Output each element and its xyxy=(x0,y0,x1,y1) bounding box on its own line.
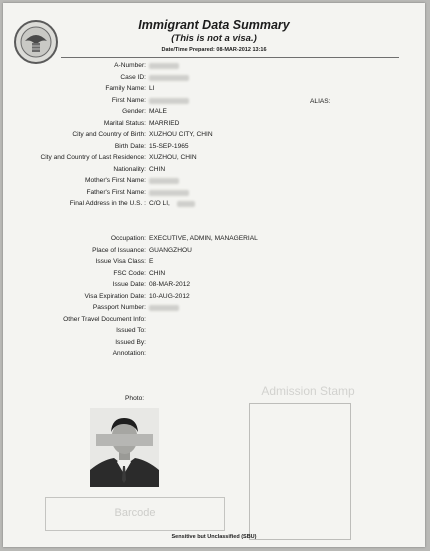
field-row xyxy=(3,269,166,279)
field-value: XUZHOU, CHIN xyxy=(149,154,197,161)
redacted-value xyxy=(177,201,195,207)
field-label: Mother's First Name: xyxy=(85,177,146,184)
field-value: 08-MAR-2012 xyxy=(149,281,191,288)
field-row xyxy=(3,199,170,209)
field-label: City and Country of Birth: xyxy=(72,131,146,138)
barcode-label: Barcode xyxy=(114,507,156,519)
field-label: Issued To: xyxy=(116,327,146,334)
admission-stamp-box xyxy=(249,403,351,540)
redacted-value xyxy=(149,75,189,81)
field-label: Annotation: xyxy=(112,350,146,357)
redacted-value xyxy=(149,178,179,184)
field-value: CHIN xyxy=(149,269,166,277)
field-row xyxy=(3,61,146,71)
header-divider xyxy=(61,57,399,58)
field-label: Place of Issuance: xyxy=(92,246,146,254)
field-row xyxy=(3,73,146,83)
document-page xyxy=(3,3,425,547)
field-label: First Name: xyxy=(111,96,146,104)
classification-footer: Sensitive but Unclassified (SBU) xyxy=(171,534,257,540)
field-row xyxy=(3,96,146,106)
field-value: MALE xyxy=(149,108,167,115)
field-row xyxy=(3,246,192,256)
field-row xyxy=(3,84,155,94)
field-label: Visa Expiration Date: xyxy=(84,292,146,300)
field-label: A-Number: xyxy=(114,62,146,69)
field-row xyxy=(3,315,146,325)
field-label: Issued By: xyxy=(115,338,146,346)
admission-stamp-title: Admission Stamp xyxy=(261,384,355,398)
field-value: 10-AUG-2012 xyxy=(149,292,190,300)
field-row xyxy=(3,176,146,186)
field-row xyxy=(3,142,189,152)
barcode-box xyxy=(45,497,225,531)
field-label: Father's First Name: xyxy=(86,188,146,196)
field-row xyxy=(3,338,146,348)
redacted-value xyxy=(149,190,189,196)
field-row xyxy=(3,326,146,336)
field-label: Family Name: xyxy=(105,85,146,92)
field-row xyxy=(3,165,166,175)
field-row xyxy=(3,292,190,302)
field-row xyxy=(3,130,213,140)
field-value: C/O LI, xyxy=(149,200,170,207)
field-row xyxy=(3,234,258,244)
document-subtitle: (This is not a visa.) xyxy=(171,33,257,44)
field-value: LI xyxy=(149,85,155,92)
field-label: Birth Date: xyxy=(114,142,146,150)
redacted-value xyxy=(149,305,179,311)
alias-label: ALIAS: xyxy=(310,98,331,105)
document-title: Immigrant Data Summary xyxy=(138,18,290,32)
redacted-value xyxy=(149,98,189,104)
field-value: 15-SEP-1965 xyxy=(149,142,189,150)
field-value: E xyxy=(149,258,154,265)
field-value: GUANGZHOU xyxy=(149,246,192,254)
field-row xyxy=(3,153,197,163)
field-label: Issue Date: xyxy=(112,281,146,288)
field-label: Final Address in the U.S. : xyxy=(69,200,146,207)
field-row xyxy=(3,119,180,129)
field-row xyxy=(3,188,146,198)
field-label: Passport Number: xyxy=(92,304,146,311)
applicant-photo xyxy=(90,408,159,487)
field-row xyxy=(3,257,154,267)
applicant-portrait-icon xyxy=(90,408,159,487)
field-label: Case ID: xyxy=(120,73,146,81)
redacted-value xyxy=(149,63,179,69)
field-row xyxy=(3,349,146,359)
field-label: Marital Status: xyxy=(103,119,146,127)
photo-label: Photo: xyxy=(125,395,145,402)
field-label: Gender: xyxy=(122,108,146,115)
field-label: FSC Code: xyxy=(113,269,146,277)
field-value: XUZHOU CITY, CHIN xyxy=(149,131,213,138)
field-row xyxy=(3,280,191,290)
field-row xyxy=(3,303,146,313)
field-label: Other Travel Document Info: xyxy=(63,315,146,323)
prepared-datetime: Date/Time Prepared: 08-MAR-2012 13:16 xyxy=(161,47,267,53)
field-label: City and Country of Last Residence: xyxy=(40,154,146,161)
field-value: CHIN xyxy=(149,165,166,173)
field-label: Occupation: xyxy=(110,235,146,242)
field-row xyxy=(3,107,167,117)
field-value: MARRIED xyxy=(149,119,180,127)
field-value: EXECUTIVE, ADMIN, MANAGERIAL xyxy=(149,235,258,242)
field-label: Issue Visa Class: xyxy=(95,258,146,265)
field-label: Nationality: xyxy=(113,165,146,173)
